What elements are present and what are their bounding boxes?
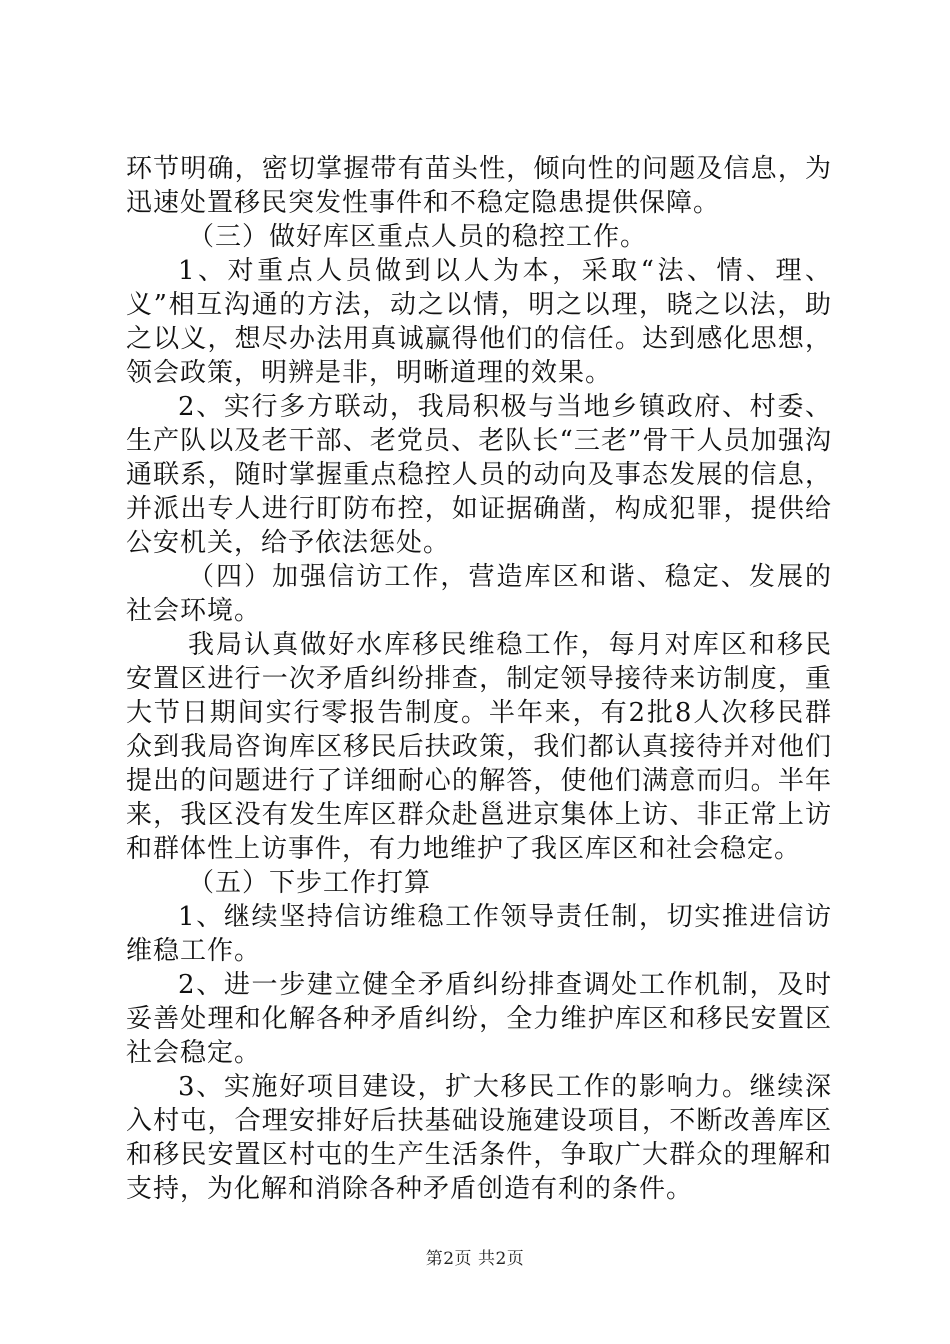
body-text xyxy=(126,152,832,1206)
plan-item-3: 3、实施好项目建设，扩大移民工作的影响力。继续深入村屯，合理安排好后扶基础设施建设项目，不断改善库区和移民安置区村屯的生产生活条件，争取广大群众的理解和支持，为化解和消除各种矛盾创造有利的条件。 xyxy=(126,1072,832,1204)
paragraph-item-1: 1、对重点人员做到以人为本，采取“法、情、理、义”相互沟通的方法，动之以情，明之以理，晓之以法，助之以义，想尽办法用真诚赢得他们的信任。达到感化思想，领会政策，明辨是非，明晰道理的效果。 xyxy=(126,256,832,388)
paragraph-continuation: 环节明确，密切掌握带有苗头性，倾向性的问题及信息，为迅速处置移民突发性事件和不稳定隐患提供保障。 xyxy=(126,154,832,218)
paragraph-item-2: 2、实行多方联动，我局积极与当地乡镇政府、村委、生产队以及老干部、老党员、老队长“三老”骨干人员加强沟通联系，随时掌握重点稳控人员的动向及事态发展的信息，并派出专人进行盯防布控，如证据确凿，构成犯罪，提供给公安机关，给予依法惩处。 xyxy=(126,392,832,558)
paragraph-petition-work: 我局认真做好水库移民维稳工作，每月对库区和移民安置区进行一次矛盾纠纷排查，制定领导接待来访制度，重大节日期间实行零报告制度。半年来，有2批8人次移民群众到我局咨询库区移民后扶政策，我们都认真接待并对他们提出的问题进行了详细耐心的解答，使他们满意而归。半年来，我区没有发生库区群众赴邕进京集体上访、非正常上访和群体性上访事件，有力地维护了我区库区和社会稳定。 xyxy=(126,630,832,864)
section-heading-4: （四）加强信访工作，营造库区和谐、稳定、发展的社会环境。 xyxy=(126,562,832,626)
plan-item-2: 2、进一步建立健全矛盾纠纷排查调处工作机制，及时妥善处理和化解各种矛盾纠纷，全力维护库区和移民安置区社会稳定。 xyxy=(126,970,832,1068)
page-number-footer: 第2页 共2页 xyxy=(425,1249,525,1269)
plan-item-1: 1、继续坚持信访维稳工作领导责任制，切实推进信访维稳工作。 xyxy=(126,902,832,966)
section-heading-5: （五）下步工作打算 xyxy=(188,868,432,898)
section-heading-3: （三）做好库区重点人员的稳控工作。 xyxy=(188,222,648,252)
